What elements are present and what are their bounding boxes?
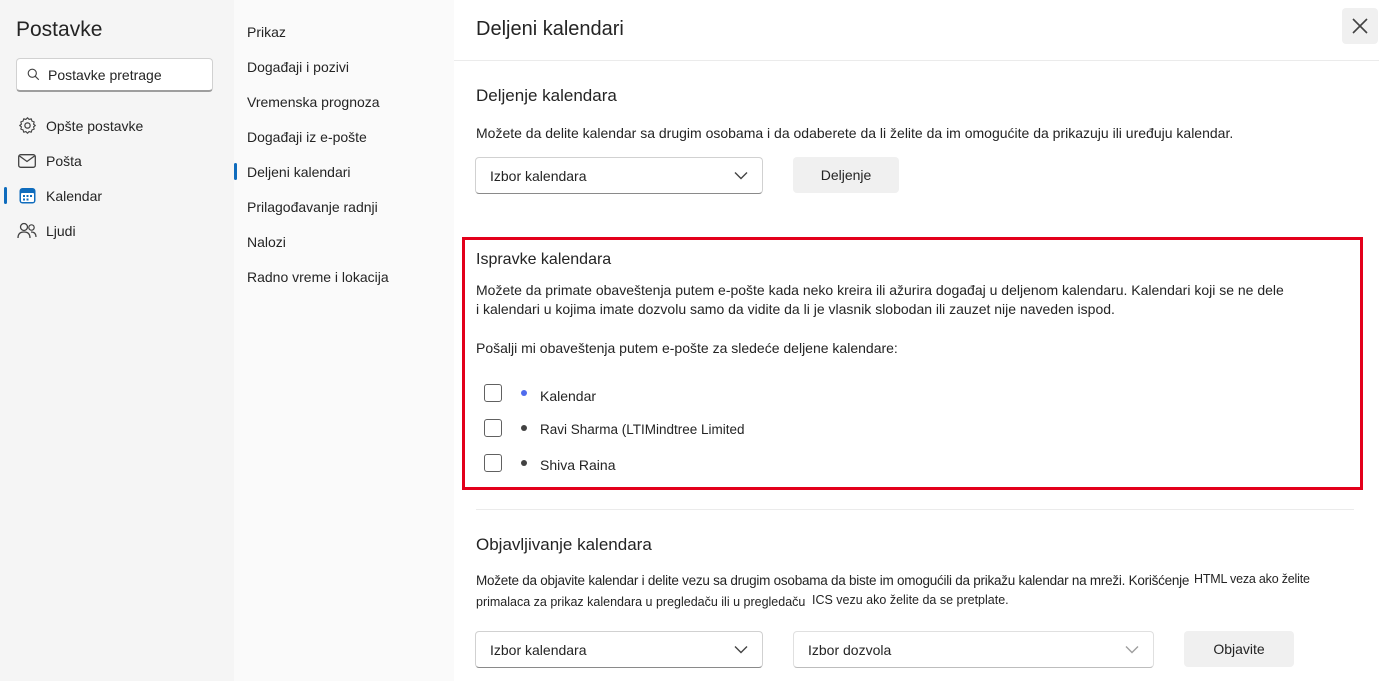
publish-permission-select-value: Izbor dozvola	[808, 641, 892, 658]
calendar-color-dot	[521, 460, 527, 466]
calendar-name: Ravi Sharma (LTIMindtree Limited	[540, 421, 745, 437]
settings-title: Postavke	[16, 18, 103, 41]
subnav-item-view[interactable]: Prikaz	[247, 23, 286, 40]
mail-icon	[17, 151, 37, 171]
subnav-item-weather[interactable]: Vremenska prognoza	[247, 93, 380, 110]
category-calendar[interactable]	[0, 178, 234, 213]
calendar-notify-row[interactable]	[484, 418, 745, 438]
category-label: Opšte postavke	[46, 117, 144, 134]
chevron-down-icon	[734, 645, 748, 654]
publish-button[interactable]: Objavite	[1184, 631, 1294, 667]
updates-heading: Ispravke kalendara	[476, 251, 612, 268]
publish-calendar-select-value: Izbor kalendara	[490, 641, 587, 658]
updates-description-line2: i kalendari u kojima imate dozvolu samo da vidite da li je vlasnik slobodan ili zauzet nije naveden ispod.	[476, 301, 1115, 317]
notify-checkbox[interactable]	[484, 454, 502, 472]
close-icon	[1351, 17, 1369, 35]
publish-permission-select[interactable]	[793, 631, 1154, 668]
page-title: Deljeni kalendari	[476, 18, 624, 40]
share-calendar-select[interactable]	[475, 157, 763, 194]
notify-checkbox[interactable]	[484, 384, 502, 402]
settings-nav-pane	[0, 0, 234, 681]
calendar-color-dot	[521, 425, 527, 431]
calendar-icon	[17, 186, 37, 206]
calendar-subnav-pane	[234, 0, 454, 681]
header-divider	[454, 60, 1379, 61]
settings-search-input[interactable]	[16, 58, 213, 92]
sharing-heading: Deljenje kalendara	[476, 86, 617, 105]
sharing-description: Možete da delite kalendar sa drugim osobama i da odaberete da li želite da im omogućite da prikazuju ili uređuju kalendar.	[476, 125, 1234, 141]
calendar-name: Shiva Raina	[540, 457, 616, 473]
subnav-item-events-invites[interactable]: Događaji i pozivi	[247, 58, 349, 75]
subnav-item-events-from-email[interactable]: Događaji iz e-pošte	[247, 128, 367, 145]
updates-description-line1: Možete da primate obaveštenja putem e-pošte kada neko kreira ili ažurira događaj u deljenom kalendaru. Kalendari koji se ne dele	[476, 282, 1284, 298]
publishing-description-html: HTML veza ako želite	[1194, 572, 1310, 586]
search-icon	[27, 68, 40, 81]
settings-category-list	[0, 108, 234, 248]
subnav-item-accounts[interactable]: Nalozi	[247, 233, 286, 250]
updates-prompt: Pošalji mi obaveštenja putem e-pošte za sledeće deljene kalendare:	[476, 340, 898, 356]
gear-icon	[17, 116, 37, 136]
category-general[interactable]	[0, 108, 234, 143]
category-mail[interactable]	[0, 143, 234, 178]
share-button[interactable]: Deljenje	[793, 157, 899, 193]
category-label: Pošta	[46, 152, 82, 169]
search-placeholder: Postavke pretrage	[48, 66, 162, 83]
shared-calendars-content	[454, 0, 1379, 681]
calendar-color-dot	[521, 390, 527, 396]
people-icon	[17, 221, 37, 241]
publishing-description-line2: primalaca za prikaz kalendara u pregledaču ili u pregledaču	[476, 595, 806, 609]
subnav-item-customize-actions[interactable]: Prilagođavanje radnji	[247, 198, 378, 215]
calendar-notify-row[interactable]	[484, 453, 616, 473]
category-label: Ljudi	[46, 222, 76, 239]
publish-calendar-select[interactable]	[475, 631, 763, 668]
publishing-description-ics: ICS vezu ako želite da se pretplate.	[812, 593, 1009, 607]
subnav-item-shared-calendars[interactable]: Deljeni kalendari	[234, 154, 454, 189]
subnav-item-work-hours-location[interactable]: Radno vreme i lokacija	[247, 268, 389, 285]
publishing-heading: Objavljivanje kalendara	[476, 535, 652, 554]
calendar-notify-row[interactable]	[484, 383, 596, 403]
chevron-down-icon	[1125, 645, 1139, 654]
category-label: Kalendar	[46, 187, 103, 204]
chevron-down-icon	[734, 171, 748, 180]
calendar-name: Kalendar	[540, 388, 597, 404]
publishing-description-line1: Možete da objavite kalendar i delite vezu sa drugim osobama da biste im omogućili da prikažu kalendar na mreži. Korišćenje	[476, 573, 1190, 588]
category-people[interactable]	[0, 213, 234, 248]
section-divider	[476, 509, 1354, 510]
close-button[interactable]	[1342, 8, 1378, 44]
subnav-list	[234, 14, 454, 294]
share-calendar-select-value: Izbor kalendara	[490, 167, 587, 184]
notify-checkbox[interactable]	[484, 419, 502, 437]
